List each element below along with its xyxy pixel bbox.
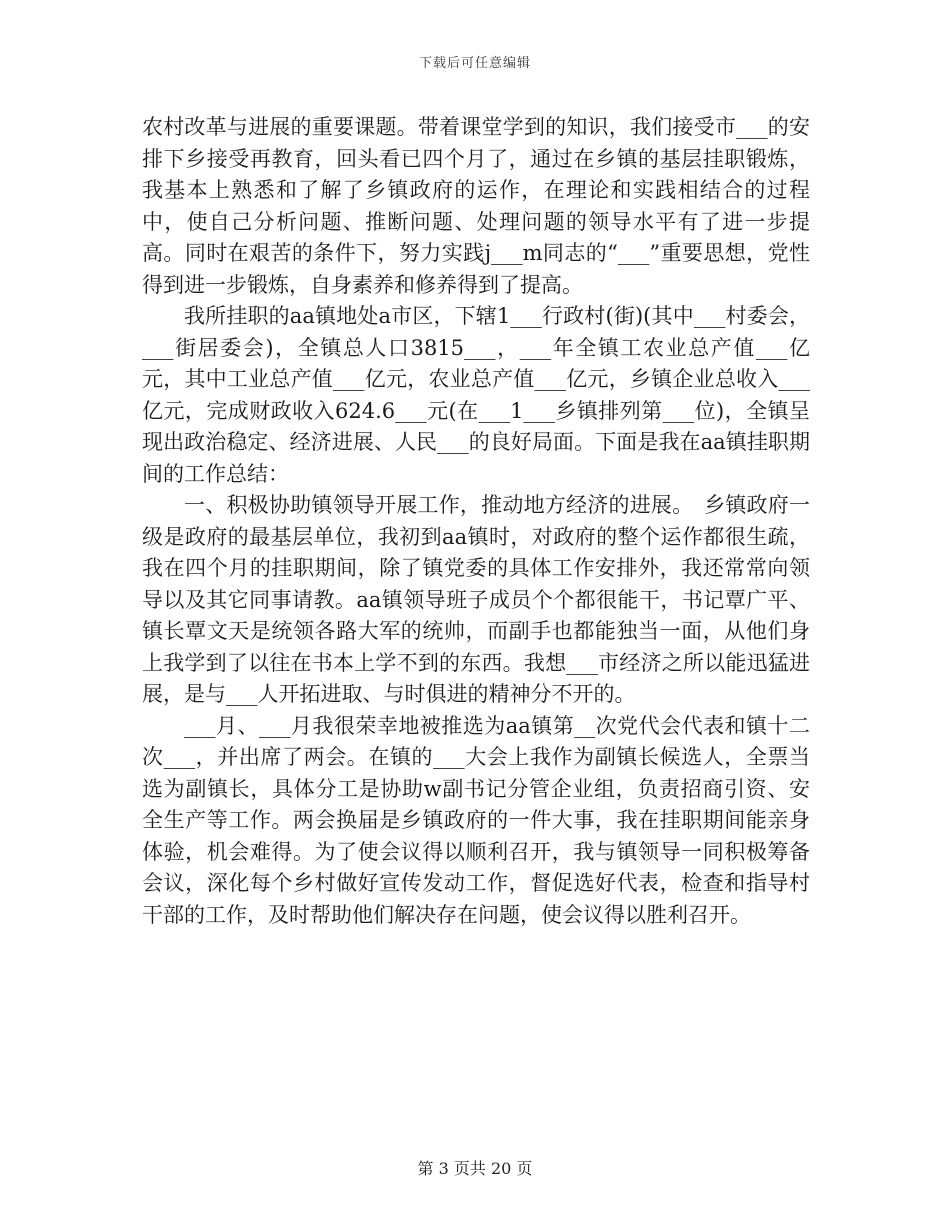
page-header: 下载后可任意编辑 bbox=[418, 56, 531, 71]
paragraph-2: 我所挂职的aa镇地处a市区，下辖1___行政村(街)(其中___村委会，___街居委会)，全镇总人口3815___，___年全镇工农业总产值___亿元，其中工业总产值___亿元，农业总产值___亿元，乡镇企业总收入___亿元，完成财政收入624.6___元(在___1___乡镇排列第___位)，全镇呈现出政治稳定、经济进展、人民___的良好局面。下面是我在aa镇挂职期间的工作总结： bbox=[142, 304, 810, 486]
paragraph-3: 一、积极协助镇领导开展工作，推动地方经济的进展。 乡镇政府一级是政府的最基层单位，我初到aa镇时，对政府的整个运作都很生疏，我在四个月的挂职期间，除了镇党委的具体工作安排外，我还常常向领导以及其它同事请教。aa镇领导班子成员个个都很能干，书记覃广平、镇长覃文天是统领各路大军的统帅，而副手也都能独当一面，从他们身上我学到了以往在书本上学不到的东西。我想___市经济之所以能迅猛进展，是与___人开拓进取、与时俱进的精神分不开的。 bbox=[142, 493, 810, 706]
paragraph-4: ___月、___月我很荣幸地被推选为aa镇第__次党代会代表和镇十二次___，并出席了两会。在镇的___大会上我作为副镇长候选人，全票当选为副镇长，具体分工是协助w副书记分管企业组，负责招商引资、安全生产等工作。两会换届是乡镇政府的一件大事，我在挂职期间能亲身体验，机会难得。为了使会议得以顺利召开，我与镇领导一同积极筹备会议，深化每个乡村做好宣传发动工作，督促选好代表，检查和指导村干部的工作，及时帮助他们解决存在问题，使会议得以胜利召开。 bbox=[142, 713, 810, 927]
document-body bbox=[142, 112, 810, 931]
paragraph-1: 农村改革与进展的重要课题。带着课堂学到的知识，我们接受市___的安排下乡接受再教育，回头看已四个月了，通过在乡镇的基层挂职锻炼，我基本上熟悉和了解了乡镇政府的运作，在理论和实践相结合的过程中，使自己分析问题、推断问题、处理问题的领导水平有了进一步提高。同时在艰苦的条件下，努力实践j___m同志的“___”重要思想，党性得到进一步锻炼，自身素养和修养得到了提高。 bbox=[142, 115, 810, 297]
page-footer: 第 3 页共 20 页 bbox=[417, 1159, 533, 1178]
